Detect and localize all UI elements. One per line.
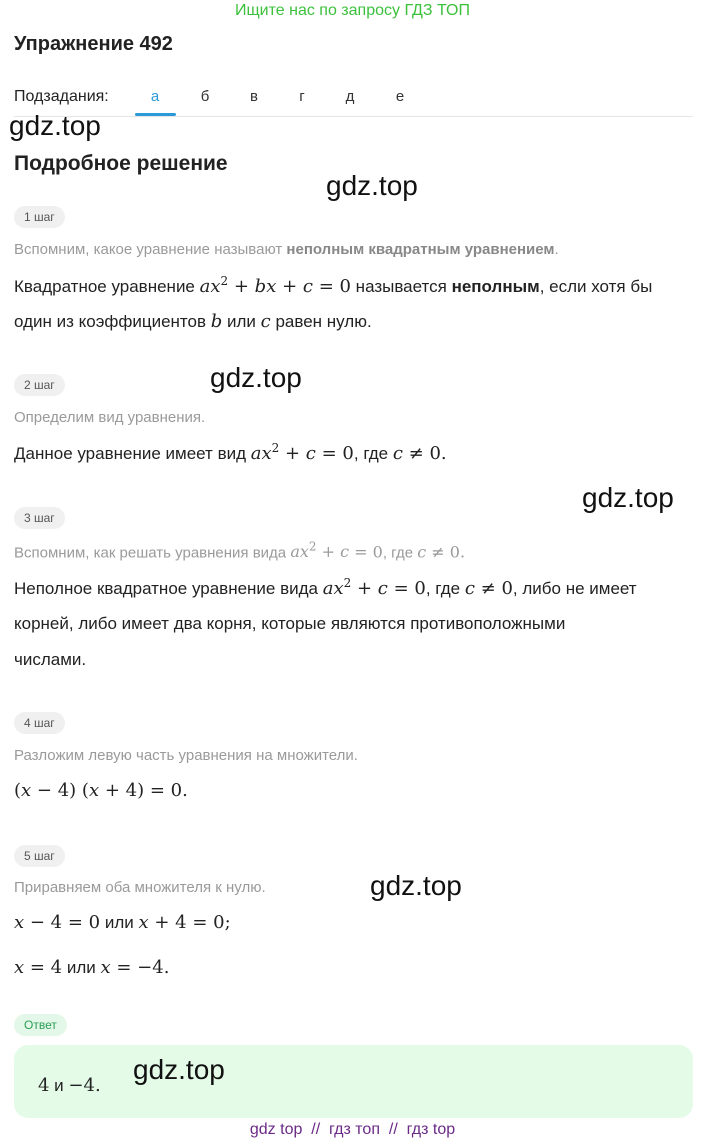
step-3-line-2: корней, либо имеет два корня, которые являются противоположными (14, 614, 566, 633)
page-title: Упражнение 492 (14, 33, 173, 55)
answer-box (14, 1045, 693, 1118)
tab-v[interactable]: в (250, 88, 258, 105)
watermark: gdz.top (370, 870, 462, 901)
step-3-hint: Вспомним, как решать уравнения вида $ax^2 + c = 0$, где c ≠ 0. (14, 540, 466, 562)
step-4-hint: Разложим левую часть уравнения на множители. (14, 747, 358, 764)
tab-a[interactable]: а (150, 88, 160, 105)
step-3-line-1: Неполное квадратное уравнение вида $ax^2 + c = 0$, где c ≠ 0, либо не имеет (14, 576, 637, 599)
step-1-badge: 1 шаг (14, 206, 65, 228)
step-4-equation: (x − 4) (x + 4) = 0. (14, 780, 188, 801)
answer-badge: Ответ (14, 1014, 67, 1036)
tab-d[interactable]: д (345, 88, 355, 105)
watermark: gdz.top (9, 110, 101, 141)
tab-g[interactable]: г (299, 88, 305, 105)
step-5-badge: 5 шаг (14, 845, 65, 867)
step-1-line-1: Квадратное уравнение $ax^2$ + bx + c = 0 называется неполным, если хотя бы (14, 274, 653, 297)
watermark: gdz.top (133, 1054, 225, 1085)
tab-e[interactable]: е (395, 88, 405, 105)
watermark: gdz.top (210, 362, 302, 393)
step-2-badge: 2 шаг (14, 374, 65, 396)
watermark: gdz.top (326, 170, 418, 201)
step-5-hint: Приравняем оба множителя к нулю. (14, 879, 266, 896)
step-3-badge: 3 шаг (14, 507, 65, 529)
tab-b[interactable]: б (200, 88, 210, 105)
step-1-hint: Вспомним, какое уравнение называют неполным квадратным уравнением. (14, 241, 559, 258)
step-1-line-2: один из коэффициентов b или c равен нулю. (14, 311, 372, 332)
answer-text: 4 и −4. (38, 1075, 101, 1096)
watermark: gdz.top (582, 482, 674, 513)
step-4-badge: 4 шаг (14, 712, 65, 734)
solution-heading: Подробное решение (14, 152, 228, 175)
subtasks-label: Подзадания: (14, 88, 109, 105)
step-5-equation-1: x − 4 = 0 или x + 4 = 0; (14, 912, 231, 933)
step-5-equation-2: x = 4 или x = −4. (14, 957, 170, 978)
footer-links[interactable]: gdz top // гдз топ // гдз top (249, 1121, 456, 1138)
tabs-divider (14, 116, 693, 117)
step-2-line-1: Данное уравнение имеет вид $ax^2 + c = 0$, где c ≠ 0. (14, 441, 447, 464)
top-banner: Ищите нас по запросу ГДЗ ТОП (235, 2, 470, 19)
step-3-line-3: числами. (14, 650, 87, 669)
step-2-hint: Определим вид уравнения. (14, 409, 206, 426)
